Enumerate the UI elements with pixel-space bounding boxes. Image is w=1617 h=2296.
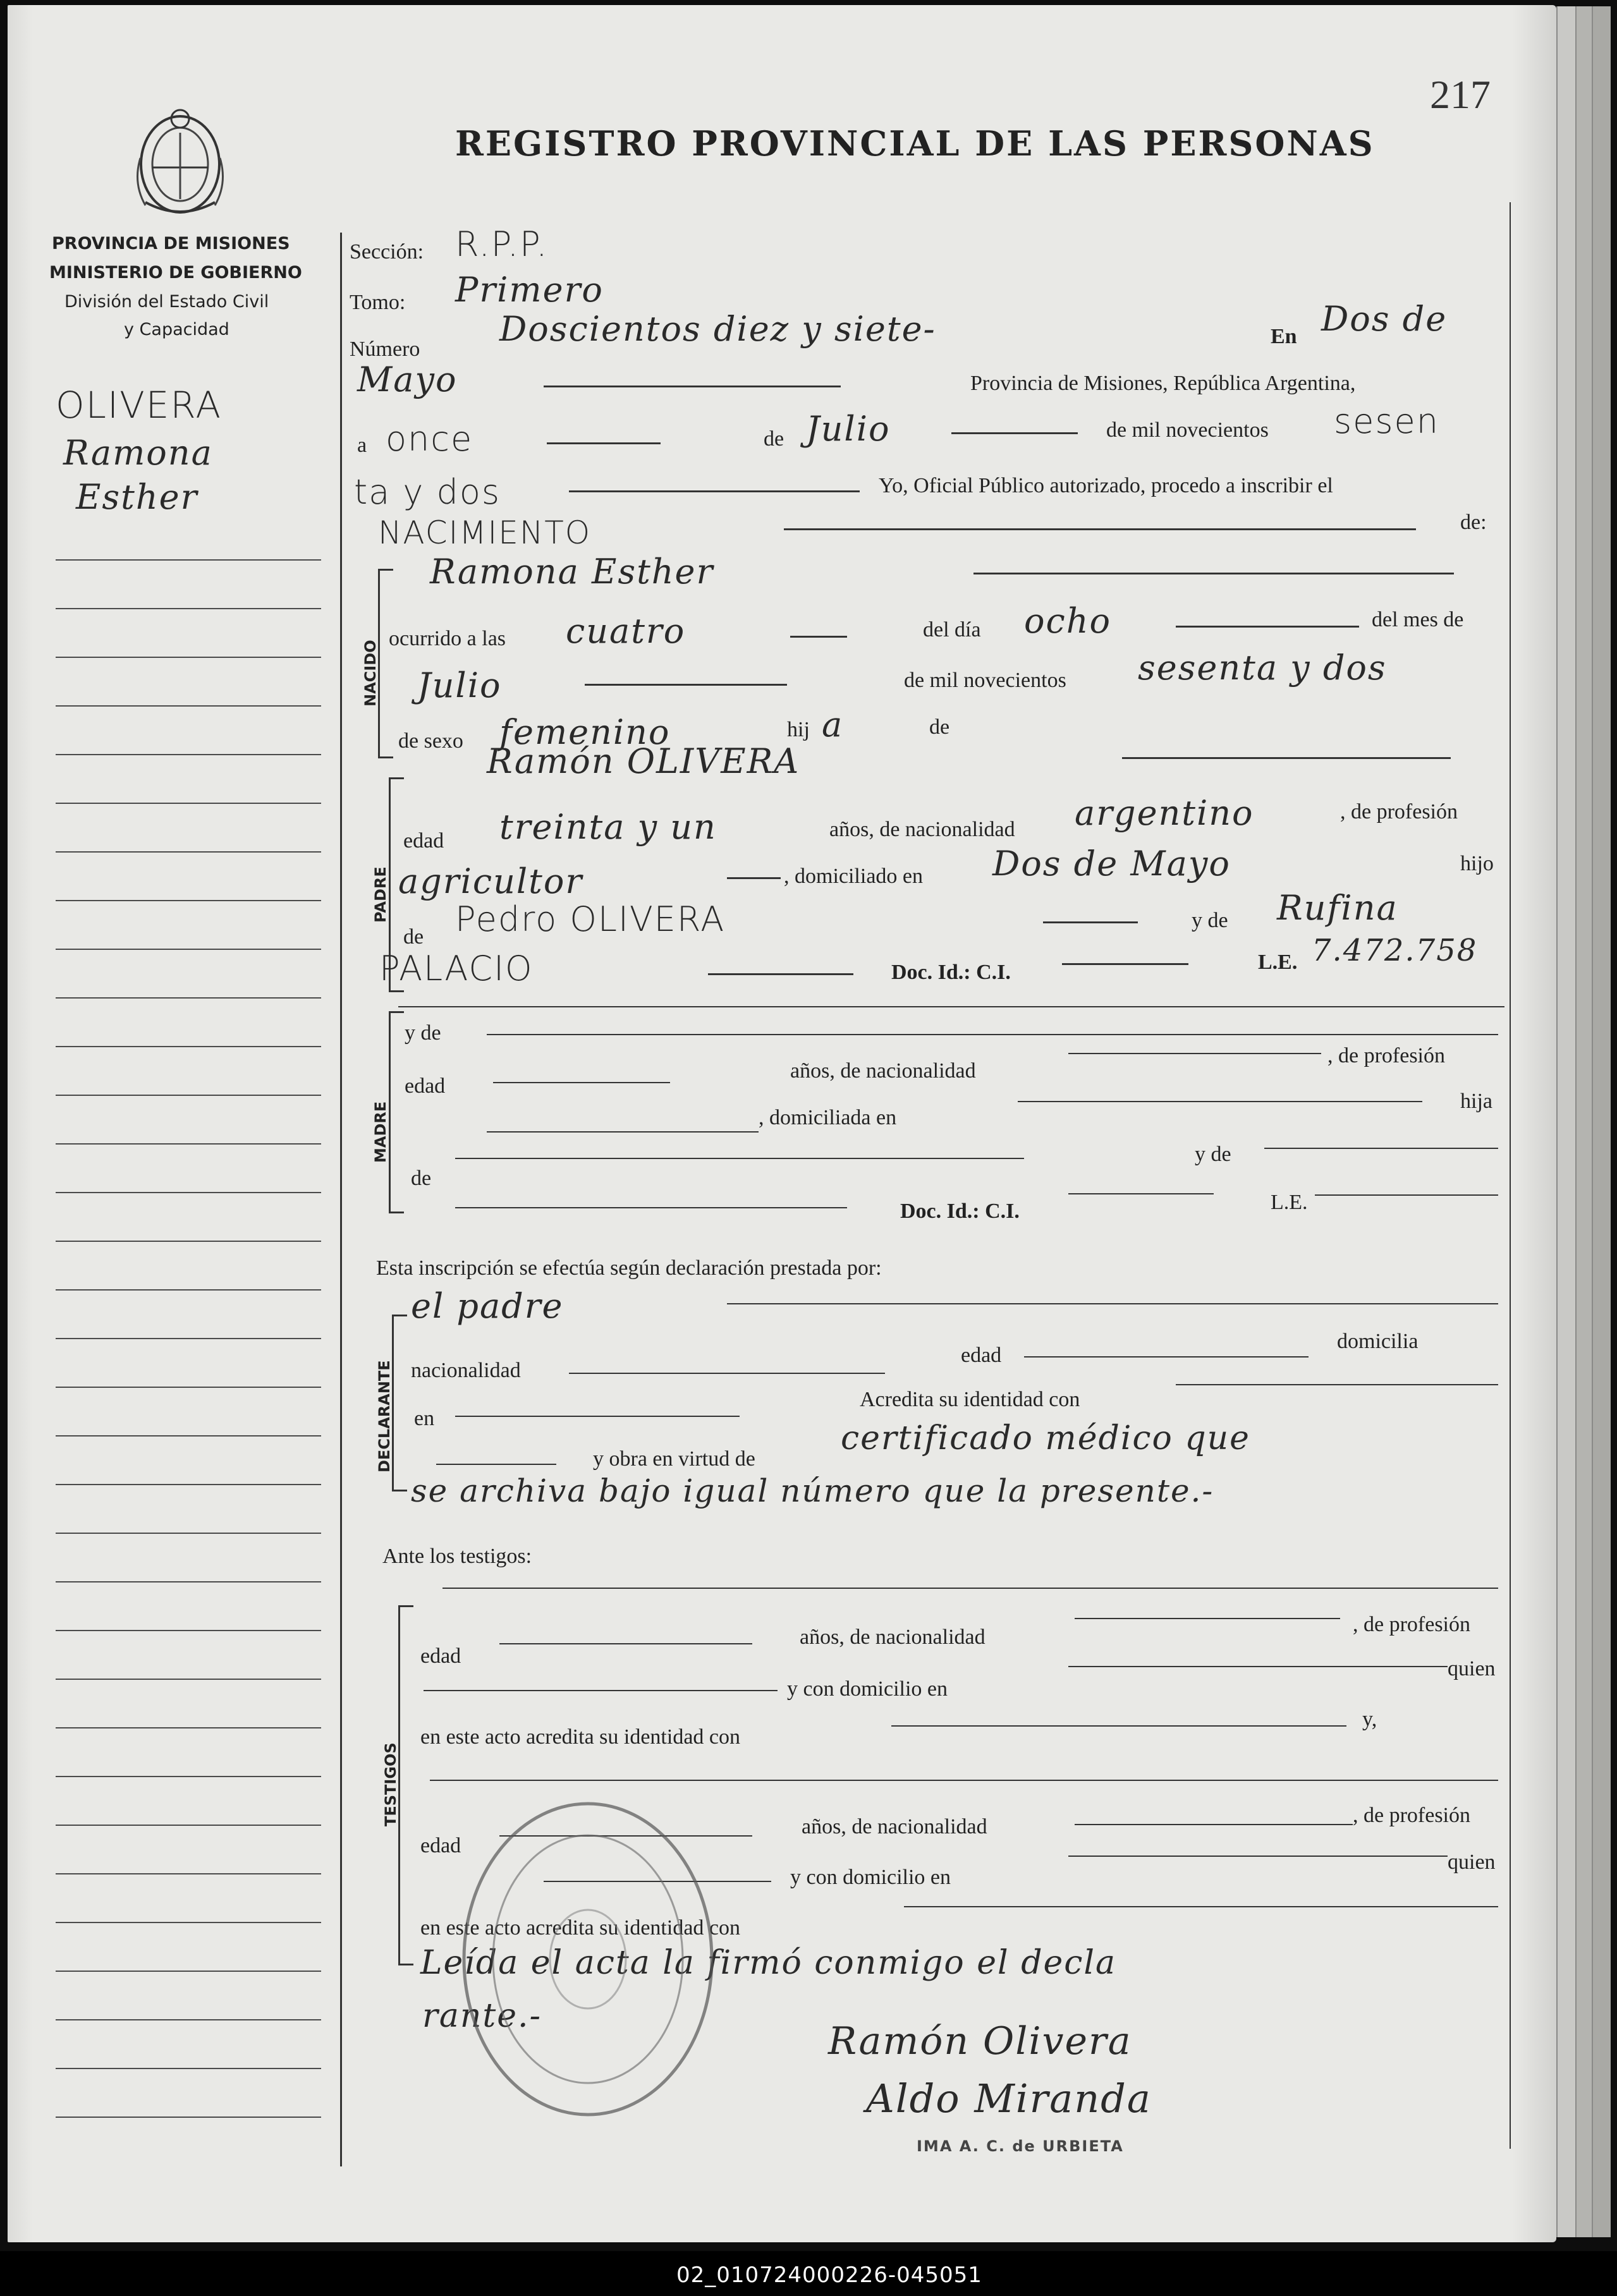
blank-line — [951, 432, 1078, 434]
declarante-bracket — [392, 1315, 407, 1491]
act-de-label: de: — [1460, 511, 1487, 534]
blank-line — [1062, 963, 1188, 965]
blank-line — [1075, 1618, 1340, 1619]
declarante-nac-label: nacionalidad — [411, 1359, 521, 1382]
blank-line — [1315, 1194, 1498, 1196]
padre-y-de-label: y de — [1192, 909, 1228, 932]
blank-line — [1068, 1053, 1321, 1054]
page-edge — [1575, 6, 1592, 2237]
del-mes-label: del mes de — [1372, 608, 1464, 631]
margin-rule — [56, 2068, 321, 2069]
padre-prof-value: agricultor — [398, 861, 583, 901]
margin-rule — [56, 608, 321, 609]
blank-line — [442, 1588, 1498, 1589]
testigo2-dom-label: y con domicilio en — [790, 1866, 951, 1889]
en-label: En — [1271, 325, 1297, 348]
blank-line — [487, 1034, 1498, 1035]
blank-line — [1075, 1824, 1353, 1825]
hij-suffix: a — [822, 705, 844, 744]
margin-rule — [56, 559, 321, 561]
margin-name1: Ramona — [63, 433, 213, 473]
declarante-obra-label: y obra en virtud de — [593, 1447, 755, 1471]
testigo1-edad-label: edad — [420, 1644, 461, 1668]
blank-line — [493, 1082, 670, 1083]
testigos-intro: Ante los testigos: — [382, 1545, 532, 1568]
signature-declarant: Ramón Olivera — [828, 2019, 1132, 2063]
page-edge — [1556, 6, 1575, 2237]
hour-value: cuatro — [566, 611, 686, 651]
blank-line — [727, 877, 781, 879]
margin-rule — [56, 1095, 321, 1096]
sexo-value: femenino — [499, 712, 671, 752]
blank-line — [708, 973, 853, 975]
place-value-b: Mayo — [357, 360, 458, 399]
margin-rule — [56, 1922, 321, 1923]
testigo1-nac-label: años, de nacionalidad — [800, 1625, 985, 1649]
madre-edad-label: edad — [405, 1074, 446, 1098]
nacido-day-value: ocho — [1024, 601, 1112, 641]
tomo-label: Tomo: — [350, 291, 406, 314]
madre-label: MADRE — [372, 1101, 389, 1163]
margin-rule — [56, 1776, 321, 1777]
blank-line — [585, 684, 787, 686]
margin-rule — [56, 1484, 321, 1485]
margin-rule — [56, 1387, 321, 1388]
blank-line — [398, 1006, 1504, 1007]
testigo2-quien-label: quien — [1448, 1850, 1496, 1874]
margin-rule — [56, 2019, 321, 2020]
blank-line — [1018, 1101, 1422, 1102]
grandmother-value-a: Rufina — [1277, 888, 1398, 928]
testigos-label: TESTIGOS — [382, 1742, 400, 1826]
blank-line — [569, 490, 860, 492]
blank-line — [455, 1207, 847, 1208]
testigo2-acredita-label: en este acto acredita su identidad con — [420, 1916, 740, 1940]
blank-line — [436, 1464, 556, 1465]
padre-dom-label: , domiciliado en — [784, 865, 924, 888]
madre-de-label: de — [411, 1167, 432, 1190]
blank-line — [891, 1725, 1346, 1727]
blank-line — [1043, 921, 1138, 923]
seccion-value: R.P.P. — [455, 224, 549, 264]
header-province: PROVINCIA DE MISIONES — [52, 234, 290, 253]
declarante-obra-value-b: se archiva bajo igual número que la presente.- — [411, 1473, 1214, 1509]
a-label: a — [357, 434, 367, 457]
margin-rule — [56, 1435, 321, 1437]
margin-rule — [56, 1679, 321, 1680]
signature-official: Aldo Miranda — [866, 2075, 1152, 2122]
madre-y-de-label: y de — [405, 1021, 441, 1045]
blank-line — [1176, 1384, 1498, 1385]
place-value-a: Dos de — [1321, 299, 1448, 339]
padre-doc-label: Doc. Id.: C.I. — [891, 961, 1011, 984]
margin-rule — [56, 705, 321, 707]
blank-line — [430, 1780, 1498, 1781]
padre-le-label: L.E. — [1258, 951, 1298, 974]
act-value: NACIMIENTO — [378, 514, 592, 551]
madre-y-de2-label: y de — [1195, 1143, 1231, 1166]
grandfather-value: Pedro OLIVERA — [455, 899, 726, 939]
margin-rule — [56, 1046, 321, 1047]
madre-le-label: L.E. — [1271, 1191, 1308, 1214]
margin-rule — [56, 803, 321, 804]
tomo-value: Primero — [455, 270, 604, 310]
testigos-bracket — [398, 1605, 413, 1965]
page-number: 217 — [1430, 72, 1491, 117]
footer-id: 02_010724000226-045051 — [676, 2263, 982, 2288]
header-capacity: y Capacidad — [124, 320, 229, 339]
padre-nac-label: años, de nacionalidad — [829, 818, 1015, 841]
margin-rule — [56, 1533, 321, 1534]
testigo1-prof-label: , de profesión — [1353, 1613, 1471, 1636]
declarante-acredita-label: Acredita su identidad con — [860, 1388, 1080, 1411]
seccion-label: Sección: — [350, 240, 424, 264]
margin-surname: OLIVERA — [56, 384, 223, 427]
ocurrido-label: ocurrido a las — [389, 627, 506, 650]
page-edge — [1592, 6, 1611, 2237]
blank-line — [973, 573, 1454, 574]
margin-rule — [56, 1581, 321, 1582]
margin-rule — [56, 1143, 321, 1145]
nacido-de-label: de — [929, 715, 950, 739]
del-dia-label: del día — [923, 618, 981, 641]
numero-value: Doscientos diez y siete- — [499, 309, 936, 349]
year-value-b: ta y dos — [354, 472, 501, 512]
province-text: Provincia de Misiones, República Argentina, — [970, 372, 1356, 395]
de-label: de — [764, 427, 784, 451]
padre-dom-value: Dos de Mayo — [992, 844, 1231, 884]
testigo1-dom-label: y con domicilio en — [787, 1677, 948, 1701]
margin-rule — [56, 754, 321, 755]
grandmother-value-b: PALACIO — [379, 949, 534, 988]
sexo-label: de sexo — [398, 729, 463, 753]
margin-rule — [56, 1289, 321, 1291]
column-divider — [340, 233, 342, 2166]
blank-line — [904, 1906, 1498, 1907]
madre-doc-label: Doc. Id.: C.I. — [900, 1200, 1020, 1223]
numero-label: Número — [350, 337, 420, 361]
blank-line — [1068, 1666, 1448, 1667]
madre-prof-label: , de profesión — [1327, 1044, 1446, 1067]
testigo2-edad-label: edad — [420, 1834, 461, 1857]
margin-rule — [56, 949, 321, 950]
nacido-month-value: Julio — [417, 665, 502, 705]
blank-line — [727, 1303, 1498, 1304]
padre-prof-label: , de profesión — [1340, 800, 1458, 823]
blank-line — [790, 636, 847, 638]
padre-label: PADRE — [372, 866, 389, 923]
closing-text-b: rante.- — [422, 1997, 542, 2035]
margin-rule — [56, 997, 321, 999]
madre-dom-label: , domiciliada en — [759, 1106, 897, 1129]
blank-line — [1176, 626, 1359, 628]
header-division: División del Estado Civil — [64, 292, 269, 312]
padre-de-label: de — [403, 925, 424, 949]
blank-line — [487, 1131, 759, 1133]
padre-le-value: 7.472.758 — [1312, 933, 1478, 968]
margin-rule — [56, 1630, 321, 1631]
blank-line — [455, 1416, 740, 1417]
padre-name: Ramón OLIVERA — [487, 741, 800, 781]
blank-line — [455, 1158, 1024, 1159]
margin-rule — [56, 851, 321, 853]
declarante-label: DECLARANTE — [375, 1360, 393, 1473]
margin-rule — [56, 1873, 321, 1874]
official-stamp-name: IMA A. C. de URBIETA — [917, 2137, 1124, 2155]
nacido-label: NACIDO — [362, 640, 379, 707]
nacido-name: Ramona Esther — [430, 552, 714, 592]
nacido-year-value: sesenta y dos — [1138, 648, 1387, 688]
margin-rule — [56, 1241, 321, 1242]
testigo2-nac-label: años, de nacionalidad — [802, 1815, 987, 1838]
declarante-obra-value-a: certificado médico que — [841, 1419, 1250, 1457]
padre-nac-value: argentino — [1075, 793, 1254, 833]
testigo1-acredita-label: en este acto acredita su identidad con — [420, 1725, 740, 1749]
right-border — [1510, 202, 1511, 2149]
madre-nac-label: años, de nacionalidad — [790, 1059, 976, 1083]
testigo1-quien-label: quien — [1448, 1657, 1496, 1680]
madre-bracket — [389, 1011, 404, 1213]
nacido-year-label: de mil novecientos — [904, 669, 1066, 692]
hij-label: hij — [787, 718, 810, 741]
declarante-intro: Esta inscripción se efectúa según declaración prestada por: — [376, 1256, 882, 1280]
declarante-who: el padre — [411, 1286, 564, 1326]
blank-line — [784, 528, 1416, 530]
testigo1-y-label: y, — [1362, 1708, 1377, 1731]
official-seal-icon — [455, 1795, 721, 2123]
blank-line — [499, 1643, 752, 1644]
blank-line — [1264, 1148, 1498, 1149]
margin-rule — [56, 1727, 321, 1728]
declarante-edad-label: edad — [961, 1344, 1002, 1367]
nacido-bracket — [378, 569, 393, 758]
blank-line — [547, 442, 661, 444]
blank-line — [424, 1690, 778, 1691]
margin-rule — [56, 1971, 321, 1972]
testigo2-prof-label: , de profesión — [1353, 1804, 1471, 1827]
day-value: once — [386, 419, 473, 459]
padre-edad-value: treinta y un — [499, 807, 717, 847]
coat-of-arms-icon — [126, 95, 234, 218]
blank-line — [1068, 1193, 1214, 1194]
month-value: Julio — [806, 409, 891, 449]
margin-rule — [56, 2117, 321, 2118]
padre-hijo-label: hijo — [1460, 852, 1494, 875]
margin-name2: Esther — [76, 477, 198, 517]
year-label: de mil novecientos — [1106, 418, 1269, 442]
declarante-domicilia-label: domicilia — [1337, 1330, 1419, 1353]
margin-rule — [56, 1338, 321, 1339]
year-value-a: sesen — [1334, 401, 1439, 441]
blank-line — [544, 386, 841, 387]
oficial-text: Yo, Oficial Público autorizado, procedo a inscribir el — [879, 474, 1333, 497]
blank-line — [1122, 757, 1451, 759]
page-title: REGISTRO PROVINCIAL DE LAS PERSONAS — [455, 123, 1375, 164]
declarante-en-label: en — [414, 1407, 435, 1430]
margin-rule — [56, 657, 321, 658]
blank-line — [1068, 1856, 1448, 1857]
blank-line — [569, 1373, 885, 1374]
margin-rule — [56, 1192, 321, 1193]
margin-rule — [56, 1825, 321, 1826]
blank-line — [1024, 1356, 1309, 1358]
closing-text-a: Leída el acta la firmó conmigo el decla — [420, 1944, 1117, 1982]
header-ministry: MINISTERIO DE GOBIERNO — [49, 263, 302, 282]
padre-edad-label: edad — [403, 829, 444, 853]
margin-rule — [56, 900, 321, 901]
madre-hija-label: hija — [1460, 1090, 1492, 1113]
